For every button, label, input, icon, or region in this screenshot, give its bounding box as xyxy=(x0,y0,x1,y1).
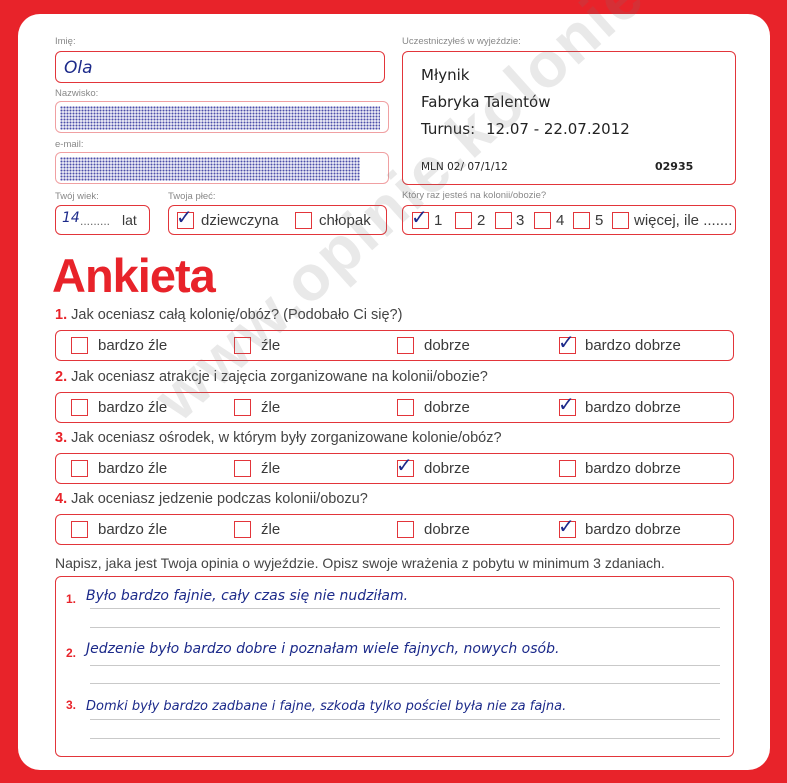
check-mark-icon: ✓ xyxy=(176,205,193,229)
q4-checkbox-very-good[interactable] xyxy=(558,514,576,538)
check-mark-icon: ✓ xyxy=(411,205,428,229)
q1-option-bad: źle xyxy=(261,337,281,354)
q4-option-good: dobrze xyxy=(424,521,470,538)
q2-checkbox-very-good[interactable] xyxy=(558,392,576,416)
question-1-options xyxy=(55,330,734,361)
turnus-label: Turnus: xyxy=(421,120,476,138)
q1-checkbox-good[interactable] xyxy=(397,337,414,354)
question-2-text: Jak oceniasz atrakcje i zajęcia zorganizowane na kolonii/obozie? xyxy=(71,369,488,385)
age-dots: ......... xyxy=(80,214,111,228)
camp-code: MLN 02/ 07/1/12 xyxy=(421,161,508,173)
survey-title: Ankieta xyxy=(52,249,215,302)
name-field[interactable] xyxy=(55,51,385,83)
q3-option-very-bad: bardzo źle xyxy=(98,460,168,477)
opinion-line-3: Domki były bardzo zadbane i fajne, szkoda tylko pościel była nie za fajna. xyxy=(86,699,567,714)
ruled-line xyxy=(90,665,720,666)
check-mark-icon: ✓ xyxy=(396,453,413,477)
question-1-number: 1. xyxy=(55,307,68,323)
form-number: 02935 xyxy=(655,160,694,173)
age-field[interactable] xyxy=(55,205,150,235)
question-2-number: 2. xyxy=(55,369,68,385)
redacted-email xyxy=(60,157,360,181)
time-checkbox-more[interactable] xyxy=(612,212,629,229)
sex-option-boy: chłopak xyxy=(319,212,371,229)
time-checkbox-4[interactable] xyxy=(534,212,551,229)
check-mark-icon: ✓ xyxy=(558,514,575,538)
email-label: e-mail: xyxy=(55,139,84,150)
which-time-label: Który raz jesteś na kolonii/obozie? xyxy=(402,190,547,201)
camp-name: Młynik xyxy=(421,66,470,84)
question-3-options xyxy=(55,453,734,484)
question-3-number: 3. xyxy=(55,430,68,446)
which-time-group xyxy=(402,205,736,235)
time-option-3: 3 xyxy=(516,212,525,229)
q1-checkbox-very-good[interactable] xyxy=(558,330,576,354)
name-value: Ola xyxy=(64,58,93,78)
question-4 xyxy=(55,491,368,507)
time-option-5: 5 xyxy=(595,212,604,229)
sex-option-girl: dziewczyna xyxy=(201,212,279,229)
question-3 xyxy=(55,430,502,446)
question-3-text: Jak oceniasz ośrodek, w którym były zorganizowane kolonie/obóz? xyxy=(71,430,502,446)
opinion-line-2-number: 2. xyxy=(66,646,77,660)
q2-option-bad: źle xyxy=(261,399,281,416)
q2-checkbox-good[interactable] xyxy=(397,399,414,416)
camp-subtitle: Fabryka Talentów xyxy=(421,93,551,111)
q1-checkbox-very-bad[interactable] xyxy=(71,337,88,354)
q3-checkbox-very-bad[interactable] xyxy=(71,460,88,477)
email-field[interactable] xyxy=(55,152,389,184)
check-mark-icon: ✓ xyxy=(558,392,575,416)
opinion-line-2: Jedzenie było bardzo dobre i poznałam wiele fajnych, nowych osób. xyxy=(86,641,560,657)
q4-option-very-good: bardzo dobrze xyxy=(585,521,681,538)
q4-option-very-bad: bardzo źle xyxy=(98,521,168,538)
question-4-options xyxy=(55,514,734,545)
surname-label: Nazwisko: xyxy=(55,88,99,99)
sex-checkbox-girl[interactable] xyxy=(176,205,194,229)
q3-checkbox-bad[interactable] xyxy=(234,460,251,477)
redacted-surname xyxy=(60,106,380,130)
sex-label: Twoja płeć: xyxy=(168,191,216,202)
surname-field[interactable] xyxy=(55,101,389,133)
q2-checkbox-very-bad[interactable] xyxy=(71,399,88,416)
time-option-4: 4 xyxy=(556,212,565,229)
check-mark-icon: ✓ xyxy=(558,330,575,354)
opinion-line-3-number: 3. xyxy=(66,698,77,712)
q3-option-bad: źle xyxy=(261,460,281,477)
q4-option-bad: źle xyxy=(261,521,281,538)
q3-checkbox-very-good[interactable] xyxy=(559,460,576,477)
q4-checkbox-bad[interactable] xyxy=(234,521,251,538)
question-2 xyxy=(55,369,488,385)
opinion-prompt: Napisz, jaka jest Twoja opinia o wyjeździe. Opisz swoje wrażenia z pobytu w minimum 3 zdaniach. xyxy=(55,555,665,571)
q3-option-very-good: bardzo dobrze xyxy=(585,460,681,477)
q1-option-very-good: bardzo dobrze xyxy=(585,337,681,354)
question-4-text: Jak oceniasz jedzenie podczas kolonii/obozu? xyxy=(71,491,368,507)
participation-label: Uczestniczyłeś w wyjeździe: xyxy=(402,36,521,47)
time-option-1: 1 xyxy=(434,212,443,229)
question-4-number: 4. xyxy=(55,491,68,507)
q3-option-good: dobrze xyxy=(424,460,470,477)
q2-checkbox-bad[interactable] xyxy=(234,399,251,416)
ruled-line xyxy=(90,608,720,609)
q4-checkbox-good[interactable] xyxy=(397,521,414,538)
q2-option-very-good: bardzo dobrze xyxy=(585,399,681,416)
q3-checkbox-good[interactable] xyxy=(396,453,414,477)
time-checkbox-3[interactable] xyxy=(495,212,512,229)
turnus-dates: 12.07 - 22.07.2012 xyxy=(486,120,630,138)
age-label: Twój wiek: xyxy=(55,191,99,202)
ruled-line xyxy=(90,683,720,684)
time-checkbox-2[interactable] xyxy=(455,212,472,229)
time-option-2: 2 xyxy=(477,212,486,229)
name-label: Imię: xyxy=(55,36,76,47)
ruled-line xyxy=(90,627,720,628)
opinion-line-1: Było bardzo fajnie, cały czas się nie nudziłam. xyxy=(86,588,409,604)
q4-checkbox-very-bad[interactable] xyxy=(71,521,88,538)
time-option-more: więcej, ile ....... xyxy=(634,212,733,229)
ruled-line xyxy=(90,738,720,739)
question-1-text: Jak oceniasz całą kolonię/obóz? (Podobało Ci się?) xyxy=(71,307,403,323)
q1-option-good: dobrze xyxy=(424,337,470,354)
opinion-line-1-number: 1. xyxy=(66,592,77,606)
q2-option-good: dobrze xyxy=(424,399,470,416)
q2-option-very-bad: bardzo źle xyxy=(98,399,168,416)
age-unit: lat xyxy=(122,212,137,228)
q1-option-very-bad: bardzo źle xyxy=(98,337,168,354)
age-value: 14 xyxy=(62,210,80,226)
time-checkbox-5[interactable] xyxy=(573,212,590,229)
